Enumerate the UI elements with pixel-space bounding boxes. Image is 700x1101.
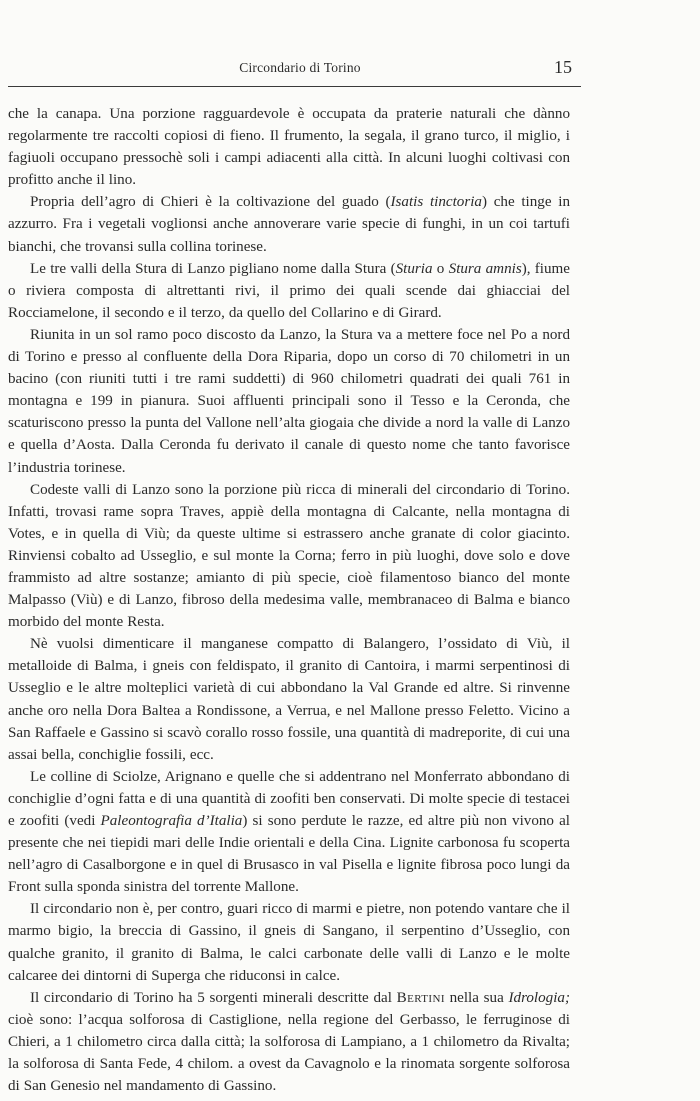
italic-text: Stura amnis [448,260,522,277]
text-run: Il circondario non è, per contro, guari ricco di marmi e pietre, non potendo vantare che il marmo bigio, la breccia di Gassino, il gneis di Sangano, il serpentino d’Usseglio, con qualche granito, il granito di Balma, le calci carbonate delle valli di Lanzo e le molte calcaree dei dintorni di Superga che riduconsi in calce. [8,901,570,984]
text-run: Le tre valli della Stura di Lanzo pigliano nome dalla Stura ( [30,260,396,277]
text-run: o [432,260,449,277]
italic-text: Paleontografia d’Italia [100,813,243,829]
text-run: ) si sono perdute le razze, ed altre più non vivono al presente che nei tiepidi mari delle Indie orientali e della Cina. Lignite carbonosa fu scoperta nell’agro di Casalborgone e in quel di Brusasco in val Pisella e lignite fibrosa poco lungi da Front sulla sponda sinistra del torrente Mallone. [8,813,570,896]
header-rule [8,86,581,87]
paragraph [8,987,570,1097]
text-run: Riunita in un sol ramo poco discosto da Lanzo, la Stura va a mettere foce nel Po a nord di Torino e presso al confluente della Dora Riparia, dopo un corso di 70 chilometri in un bacino (con riuniti tutti i tre rami suddetti) di 960 chilometri quadrati dei quali 761 in montagna e 199 in pianura. Suoi affluenti principali sono il Tesso e la Ceronda, che scaturiscono presso la punta del Vallone nell’alta giogaia che divide a nord la valle di Lanzo e quella d’Aosta. Dalla Ceronda fu derivato il canale di questo nome che tanto favorisce l’industria torinese. [8,326,570,476]
italic-text: Idrologia; [508,989,570,1006]
text-run: Propria dell’agro di Chieri è la coltivazione del guado ( [30,194,391,211]
paragraph [8,633,570,766]
text-run: Il circondario di Torino ha 5 sorgenti minerali descritte dal [30,989,397,1006]
page-number: 15 [554,57,572,77]
text-run: nella sua [444,989,509,1006]
page-header [0,57,700,84]
running-title: Circondario di Torino [239,60,361,75]
italic-text: Isatis tinctoria [390,194,482,211]
text-run: cioè sono: l’acqua solforosa di Castiglione, nella regione del Gerbasso, le ferruginose di Chieri, a 1 chilometro circa dalla città; la solforosa di Lampiano, a 1 chilometro da Rivalta; la solforosa di Santa Fede, 4 chilom. a ovest da Cavagnolo e la rinomata sorgente solforosa di San Genesio nel mandamento di Gassino. [8,1011,570,1095]
text-run: Codeste valli di Lanzo sono la porzione più ricca di minerali del circondario di Torino. Infatti, trovasi rame sopra Traves, appiè della montagna di Calcante, nella montagna di Votes, e in quella di Viù; da queste ultime si estrassero anche granate di color giacinto. Rinviensi cobalto ad Usseglio, e sul monte la Corna; ferro in più luoghi, dove solo e dove frammisto ad altre sostanze; amianto di più specie, cioè filamentoso bianco del monte Malpasso (Viù) e di Lanzo, fibroso della medesima valle, membranaceo di Balma e bianco morbido del monte Resta. [8,481,570,631]
paragraph [8,191,570,257]
text-run: Nè vuolsi dimenticare il manganese compatto di Balangero, l’ossidato di Viù, il metalloide di Balma, i gneis con feldispato, il granito di Cantoira, i marmi serpentinosi di Usseglio e le altre molteplici varietà di cui abbondano la Val Grande ed altre. Si rinvenne anche oro nella Dora Baltea a Rondissone, a Verrua, e nel Mallone presso Feletto. Vicino a San Raffaele e Gassino si scavò corallo rosso fossile, una quantità di madreporite, di cui una assai bella, conchiglie fossili, ecc. [8,636,570,763]
paragraph [8,766,570,899]
paragraph [8,898,570,986]
text-run: ) che tinge in azzurro. Fra i vegetali voglionsi anche annoverare varie specie di funghi, in un coi tartufi bianchi, che trovansi sulla collina torinese. [8,194,570,255]
paragraph [8,479,570,634]
paragraph [8,103,570,191]
paragraph [8,324,570,479]
text-run: Le colline di Sciolze, Arignano e quelle che si addentrano nel Monferrato abbondano di conchiglie d’ogni fatta e di una quantità di zoofiti ben conservati. Di molte specie di testacei e zoofiti (vedi [8,768,570,829]
text-run: ), fiume o riviera composta di altrettanti rivi, il primo dei quali scende dai ghiacciai del Rocciamelone, il secondo e il terzo, da quello del Collarino e di Girard. [8,260,570,321]
body-text [8,103,570,1097]
small-caps-name: Bertini [396,989,445,1006]
text-run: che la canapa. Una porzione ragguardevole è occupata da praterie naturali che dànno regolarmente tre raccolti copiosi di fieno. Il frumento, la segala, il grano turco, il miglio, i fagiuoli occupano pressochè soli i campi adiacenti alla città. In alcuni luoghi coltivasi con profitto anche il lino. [8,106,570,189]
paragraph [8,258,570,324]
italic-text: Sturia [395,260,433,277]
